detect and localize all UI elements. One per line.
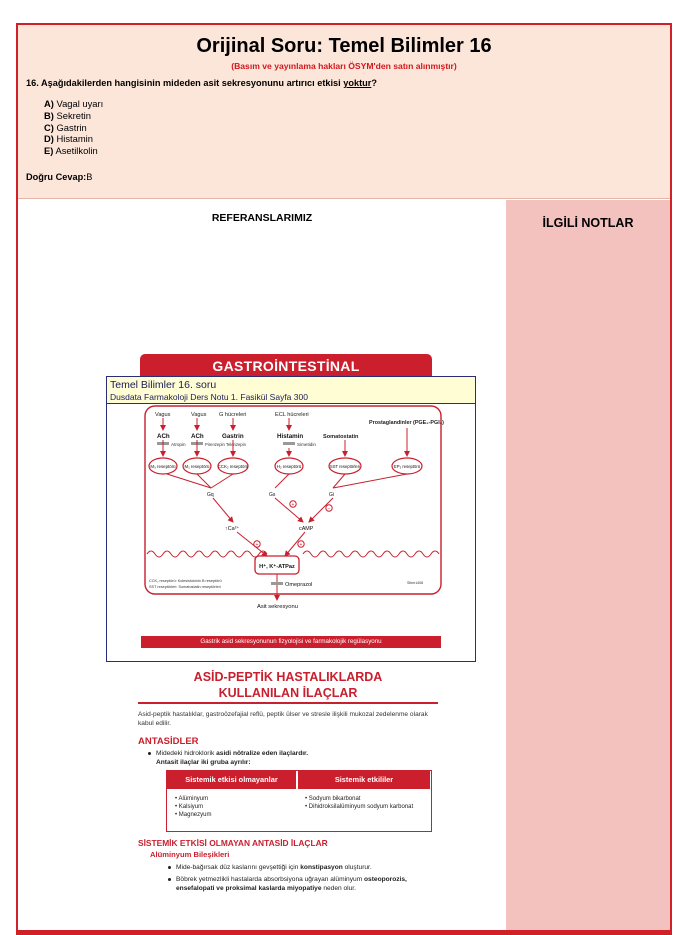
table-cell: • Alüminyum	[175, 796, 209, 802]
figure-id: Slbm1408	[407, 581, 424, 585]
figure-caption: Gastrik asid sekresyonunun fizyolojisi ve farmakolojik regülasyonu	[141, 636, 441, 648]
table-col1	[175, 795, 211, 819]
table-cell: • Kalsiyum	[175, 804, 204, 810]
question-stem	[26, 78, 377, 88]
textbook-page	[110, 352, 444, 872]
legend-line-2: SST reseptörleri: Somatostatin reseptörleri	[149, 585, 221, 589]
intro-paragraph: Asid-peptik hastalıklar, gastroözefajial reflü, peptik ülser ve stresle ilişkili mukozal zedelenme olarak kabul edilir.	[138, 711, 428, 727]
question-text: Aşağıdakilerden hangisinin mideden asit sekresyonunu artırıcı etkisi	[41, 78, 344, 88]
notes-title: İLGİLİ NOTLAR	[542, 216, 634, 230]
chapter-title-line-2: KULLANILAN İLAÇLAR	[218, 686, 358, 700]
acid-secretion-diagram	[106, 404, 476, 662]
page-title: Orijinal Soru: Temel Bilimler 16	[196, 35, 492, 57]
svg-text:CCK₂ reseptörü: CCK₂ reseptörü	[217, 464, 249, 469]
gprotein-gs: Gs	[269, 492, 276, 498]
option-d: D) Histamin	[44, 133, 93, 145]
option-c: C) Gastrin	[44, 121, 87, 133]
question-panel	[18, 25, 670, 199]
label-vagus-2: Vagus	[191, 412, 207, 418]
table-cell: • Magnezyum	[175, 812, 212, 818]
question-end: ?	[371, 78, 377, 88]
document-frame	[16, 23, 672, 934]
aluminium-bullet-2: Böbrek yetmezlikli hastalarda absorbsiyona uğrayan alüminyum osteoporozis, ensefalopati ve proksimal kaslarda miyopatiye neden olur.	[168, 876, 488, 893]
antasid-bullet: Midedeki hidroklorik asidi nötralize eden ilaçlardır.	[148, 750, 308, 759]
table-cell: • Sodyum bikarbonat	[305, 796, 361, 802]
label-g-cells: G hücreleri	[219, 412, 247, 418]
ligand-ach-1: ACh	[157, 433, 170, 440]
svg-text:M₁ reseptörü: M₁ reseptörü	[184, 464, 210, 469]
blocker-simetidin: Simetidin	[297, 442, 316, 447]
answer-label: Doğru Cevap:	[26, 172, 87, 182]
option-e: E) Asetilkolin	[44, 145, 98, 157]
label-vagus-1: Vagus	[155, 412, 171, 418]
reference-callout	[106, 376, 476, 404]
ligand-ach-2: ACh	[191, 433, 204, 440]
answer-value: B	[86, 172, 93, 182]
option-a: A) Vagal uyarı	[44, 98, 104, 109]
correct-answer	[26, 172, 92, 182]
label-prostaglandins: Prostaglandinler (PGE₂-PGI₂)	[369, 420, 444, 426]
aluminium-bullet-1: Mide-bağırsak düz kaslarını gevşettiği için konstipasyon oluşturur.	[168, 864, 372, 873]
svg-text:M₃ reseptörü: M₃ reseptörü	[150, 464, 176, 469]
option-b: B) Sekretin	[44, 109, 91, 121]
output-acid: Asit sekresyonu	[257, 604, 298, 610]
bottom-border	[16, 930, 672, 935]
answer-options	[44, 98, 103, 157]
antasid-groups: Antasit ilaçlar iki gruba ayrılır:	[156, 759, 251, 766]
svg-text:H₂ reseptörü: H₂ reseptörü	[276, 464, 302, 469]
blocker-atropin: Atropin	[171, 442, 186, 447]
inhibitor-omeprazol: Omeprazol	[285, 582, 313, 588]
legend-line-1: CCK₂ reseptörü: Kolesistokinin B reseptörü	[149, 579, 222, 583]
svg-text:SST reseptörleri: SST reseptörleri	[329, 464, 361, 469]
table-col2	[305, 795, 413, 811]
svg-text:H⁺, K⁺-ATPaz: H⁺, K⁺-ATPaz	[259, 564, 295, 570]
title-rule	[138, 702, 438, 704]
gprotein-gq: Gq	[207, 492, 214, 498]
antasid-table	[166, 770, 432, 832]
callout-line-2: Dusdata Farmakoloji Ders Notu 1. Fasikül Sayfa 300	[110, 392, 308, 402]
section-header: GASTROİNTESTİNAL	[140, 354, 432, 376]
sign-plus-ca: +	[255, 542, 259, 548]
copyright-note: (Basım ve yayınlama hakları ÖSYM'den satın alınmıştır)	[231, 61, 457, 71]
table-header-col1: Sistemik etkisi olmayanlar	[167, 771, 296, 789]
gprotein-gi: Gi	[329, 492, 334, 498]
sign-plus-pump: +	[299, 542, 303, 548]
callout-line-1: Temel Bilimler 16. soru	[110, 379, 217, 391]
sign-minus-cAMP: −	[327, 506, 331, 512]
question-number: 16.	[26, 78, 39, 88]
table-cell: • Dihidroksilalüminyum sodyum karbonat	[305, 804, 414, 810]
sign-plus-cAMP: +	[291, 502, 295, 508]
ligand-gastrin: Gastrin	[222, 433, 244, 440]
ligand-histamin: Histamin	[277, 433, 304, 440]
references-title: REFERANSLARIMIZ	[211, 212, 313, 224]
antasid-heading: ANTASİDLER	[138, 736, 199, 747]
messenger-ca: ↑Ca²⁺	[225, 526, 240, 532]
question-underlined: yoktur	[343, 78, 372, 88]
blocker-pirenzepin: Pirenzepin Telenzepin	[205, 442, 246, 447]
nonsystemic-heading: SİSTEMİK ETKİSİ OLMAYAN ANTASİD İLAÇLAR	[138, 838, 328, 848]
chapter-title-line-1: ASİD-PEPTİK HASTALIKLARDA	[193, 670, 383, 684]
messenger-camp: cAMP	[299, 526, 314, 532]
table-header-col2: Sistemik etkililer	[298, 771, 430, 789]
label-ecl-cells: ECL hücreleri	[275, 412, 309, 418]
references-column	[18, 200, 506, 932]
notes-column	[506, 200, 670, 932]
label-somatostatin: Somatostatin	[323, 434, 359, 440]
svg-text:EP₃ reseptörü: EP₃ reseptörü	[393, 464, 421, 469]
aluminium-heading: Alüminyum Bileşikleri	[150, 850, 230, 859]
